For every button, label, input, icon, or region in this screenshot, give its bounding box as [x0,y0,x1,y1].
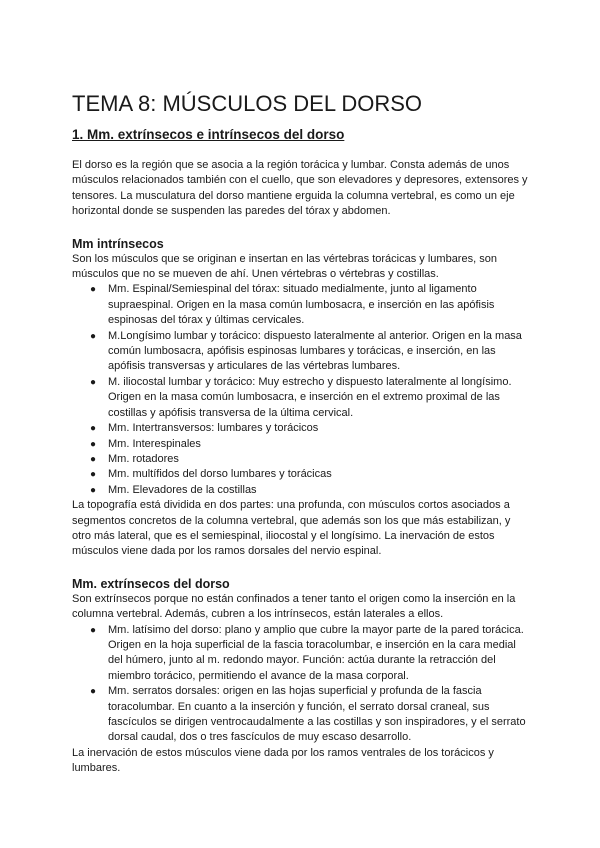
intrinsic-list [72,282,530,498]
bullet-icon: ● [90,376,97,388]
intrinsic-closing: La topografía está dividida en dos partes: una profunda, con músculos cortos asociados a segmentos concretos de la columna vertebral, que además son los que más estabilizan, y otro más lateral, que es el semiespinal, iliocostal y el longísimo. La inervación de estos músculos viene dada por los ramos dorsales del nervio espinal. [72,499,511,558]
bullet-icon: ● [90,686,97,698]
section-heading: 1. Mm. extrínsecos e intrínsecos del dorso [72,127,345,142]
extrinsic-list [72,623,530,746]
intrinsic-lead: Son los músculos que se originan e insertan en las vértebras torácicas y lumbares, son músculos que no se mueven de ahí. Unen vértebras o vértebras y costillas. [72,252,497,281]
list-item: ● Mm. Elevadores de la costillas [108,483,530,498]
list-item: ● Mm. serratos dorsales: origen en las hojas superficial y profunda de la fascia toracolumbar. En cuanto a la inserción y función, el serrato dorsal craneal, sus fascículos se dirigen ventrocaudalmente a las costillas y son inspiradores, y el serrato dorsal caudal, dos o tres fascículos de muy escaso desarrollo. [90,685,526,744]
list-item: ● Mm. latísimo del dorso: plano y amplio que cubre la mayor parte de la pared torácica. Origen en la hoja superficial de la fascia toracolumbar, e inserción en la cara medial del húmero, junto al m. redondo mayor. Función: actúa durante la retracción del miembro torácico, permitiendo el avance de la masa corporal. [90,623,524,682]
intrinsic-heading: Mm intrínsecos [72,236,164,251]
bullet-icon: ● [90,453,97,465]
bullet-icon: ● [90,330,97,342]
list-item: ● Mm. Intertransversos: lumbares y torácicos [108,421,530,436]
bullet-icon: ● [90,624,97,636]
bullet-icon: ● [90,469,97,481]
extrinsic-lead: Son extrínsecos porque no están confinados a tener tanto el origen como la inserción en la columna vertebral. Además, cubren a los intrínsecos, están laterales a ellos. [72,592,516,621]
bullet-icon: ● [90,284,97,296]
list-item: ● M.Longísimo lumbar y torácico: dispuesto lateralmente al anterior. Origen en la masa común lumbosacra, apófisis espinosas lumbares y torácicas, e inserción, en las apófisis transversas y articulares de las vértebras lumbares. [90,329,522,373]
intro-paragraph: El dorso es la región que se asocia a la región torácica y lumbar. Consta además de unos músculos relacionados también con el cuello, que son elevadores y depresores, extensores y tensores. La musculatura del dorso mantiene erguida la columna vertebral, es como un eje horizontal donde se suspenden las paredes del tórax y abdomen. [72,159,528,218]
list-item: ● Mm. Interespinales [108,437,530,452]
list-item: ● M. iliocostal lumbar y torácico: Muy estrecho y dispuesto lateralmente al longísimo. Origen en la masa común lumbosacra, e inserción en el extremo proximal de las costillas y apófisis transversa de la última cervical. [90,375,512,419]
bullet-icon: ● [90,423,97,435]
list-item: ● Mm. rotadores [108,452,530,467]
intrinsic-section [72,236,530,560]
page-title: TEMA 8: MÚSCULOS DEL DORSO [72,91,423,116]
extrinsic-section [72,576,530,777]
bullet-icon: ● [90,438,97,450]
list-item: ● Mm. Espinal/Semiespinal del tórax: situado medialmente, junto al ligamento supraespinal. Origen en la masa común lumbosacra, e inserción en las apófisis espinosas del tórax y últimas cervicales. [90,283,495,327]
list-item: ● Mm. multífidos del dorso lumbares y torácicas [108,467,530,482]
extrinsic-closing: La inervación de estos músculos viene dada por los ramos ventrales de los torácicos y lumbares. [72,746,494,775]
bullet-icon: ● [90,484,97,496]
extrinsic-heading: Mm. extrínsecos del dorso [72,576,230,591]
